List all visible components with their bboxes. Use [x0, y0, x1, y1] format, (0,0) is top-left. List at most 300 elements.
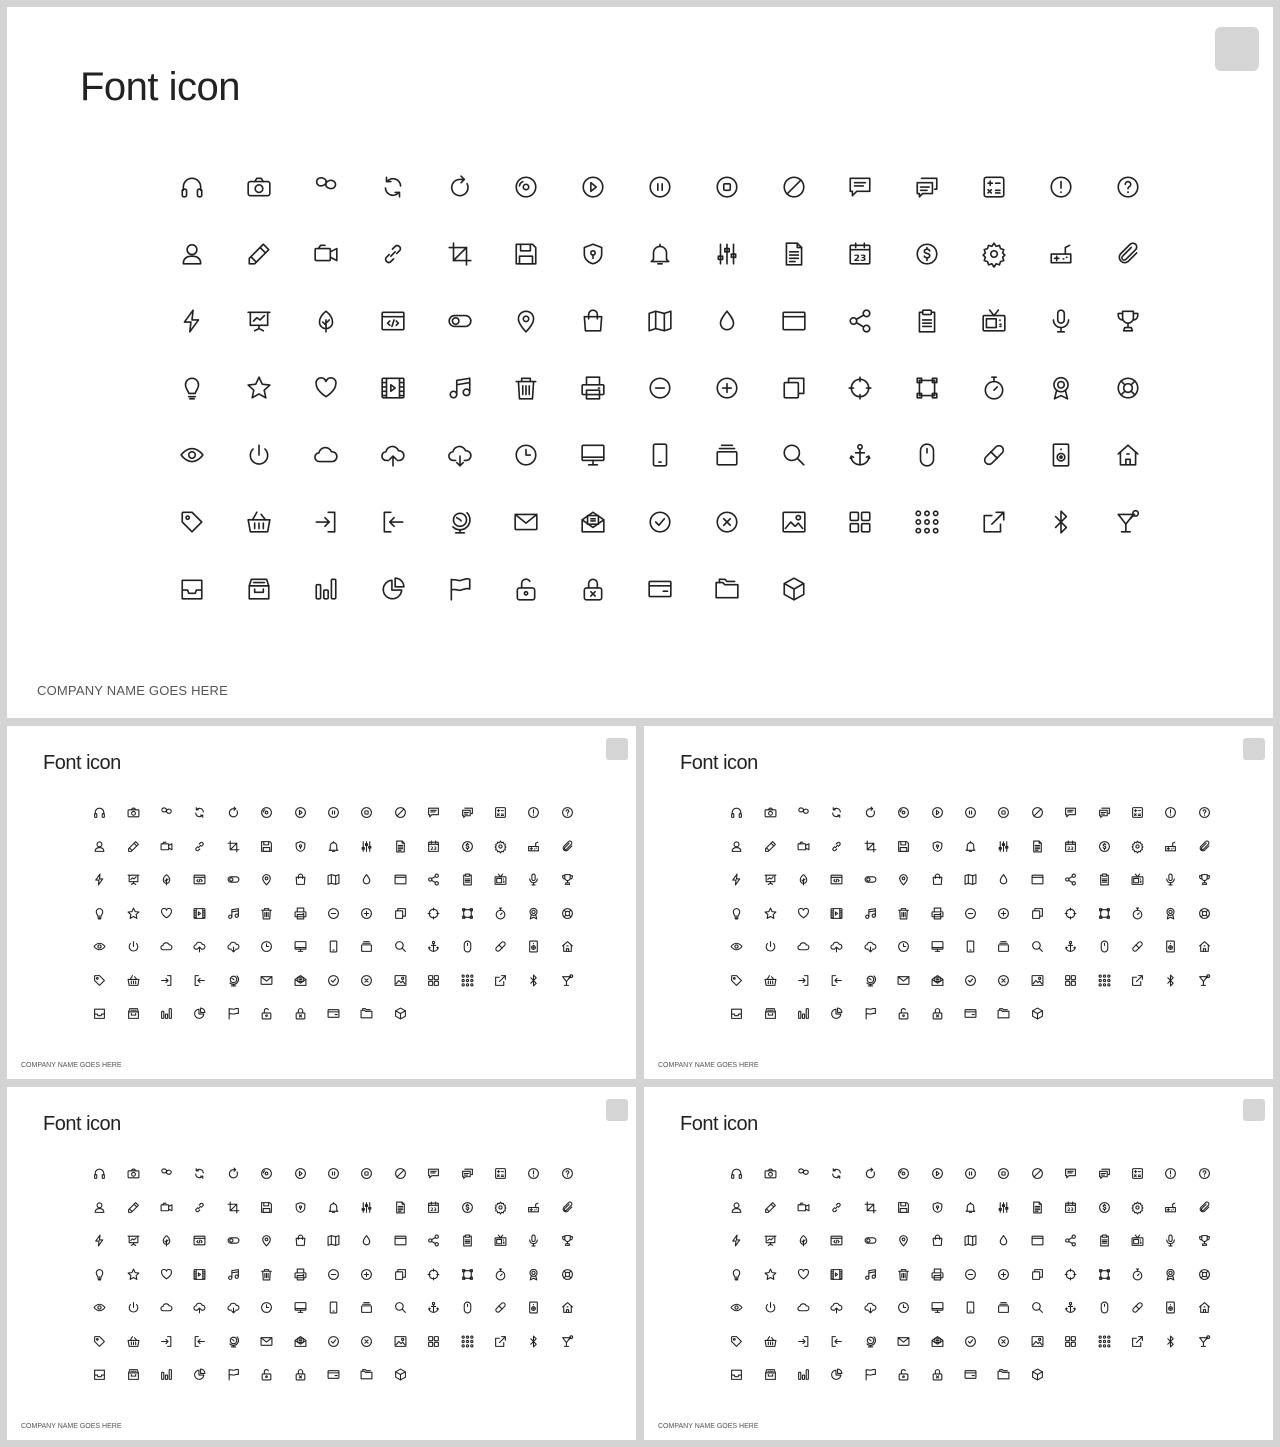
cube-icon — [781, 576, 807, 602]
block-icon — [1031, 1167, 1044, 1180]
anchor-icon — [427, 940, 440, 953]
login-icon — [797, 1335, 810, 1348]
user-icon — [93, 1201, 106, 1214]
share-icon — [1064, 1234, 1077, 1247]
archive-icon — [764, 1007, 777, 1020]
tv-icon — [1131, 1234, 1144, 1247]
user-icon — [93, 840, 106, 853]
svg-text:23: 23 — [853, 252, 867, 264]
power-icon — [246, 442, 272, 468]
heart-icon — [160, 907, 173, 920]
bar-chart-icon — [797, 1007, 810, 1020]
link-icon — [830, 840, 843, 853]
camera-icon — [127, 1167, 140, 1180]
film-icon — [380, 375, 406, 401]
play-circle-icon — [931, 806, 944, 819]
film-icon — [830, 907, 843, 920]
bell-icon — [327, 1201, 340, 1214]
thumbnail-slide-1[interactable] — [7, 726, 636, 1079]
video-camera-icon — [160, 1201, 173, 1214]
infinity-icon — [797, 806, 810, 819]
target-icon — [1064, 907, 1077, 920]
leaf-icon — [797, 1234, 810, 1247]
cloud-icon — [797, 1301, 810, 1314]
crop-icon — [864, 1201, 877, 1214]
globe-icon — [447, 509, 473, 535]
sliders-icon — [360, 840, 373, 853]
calculator-icon — [1131, 806, 1144, 819]
toggle-icon — [227, 1234, 240, 1247]
bell-icon — [327, 840, 340, 853]
browser-window-icon — [781, 308, 807, 334]
video-camera-icon — [797, 1201, 810, 1214]
user-icon — [730, 840, 743, 853]
monitor-icon — [580, 442, 606, 468]
heart-icon — [797, 907, 810, 920]
paperclip-icon — [1198, 840, 1211, 853]
share-icon — [427, 1234, 440, 1247]
copy-icon — [781, 375, 807, 401]
headphones-icon — [730, 1167, 743, 1180]
lifebuoy-icon — [1115, 375, 1141, 401]
folders-icon — [997, 1368, 1010, 1381]
flag-icon — [864, 1007, 877, 1020]
gear-icon — [494, 840, 507, 853]
tag-icon — [730, 1335, 743, 1348]
calendar-icon — [427, 1201, 440, 1214]
link-icon — [193, 1201, 206, 1214]
redo-icon — [447, 174, 473, 200]
external-link-icon — [494, 974, 507, 987]
heart-icon — [797, 1268, 810, 1281]
camera-icon — [246, 174, 272, 200]
envelope-icon — [897, 1335, 910, 1348]
paperclip-icon — [1115, 241, 1141, 267]
pause-circle-icon — [327, 1167, 340, 1180]
lifebuoy-icon — [561, 907, 574, 920]
mouse-icon — [1098, 1301, 1111, 1314]
pencil-icon — [246, 241, 272, 267]
headphones-icon — [179, 174, 205, 200]
shield-icon — [580, 241, 606, 267]
search-icon — [394, 1301, 407, 1314]
calendar-icon — [427, 840, 440, 853]
lock-x-icon — [931, 1007, 944, 1020]
check-circle-icon — [327, 1335, 340, 1348]
envelope-open-icon — [931, 974, 944, 987]
stopwatch-icon — [494, 1268, 507, 1281]
document-icon — [394, 1201, 407, 1214]
code-window-icon — [830, 1234, 843, 1247]
grid-3x3-icon — [1098, 974, 1111, 987]
thumbnail-slide-2[interactable] — [644, 726, 1273, 1079]
disc-icon — [260, 1167, 273, 1180]
basket-icon — [764, 974, 777, 987]
map-icon — [964, 1234, 977, 1247]
crop-icon — [227, 840, 240, 853]
refresh-icon — [193, 806, 206, 819]
grid-2x2-icon — [1064, 974, 1077, 987]
company-footer: COMPANY NAME GOES HERE — [658, 1423, 759, 1430]
picture-icon — [394, 1335, 407, 1348]
icon-grid — [159, 153, 1149, 613]
thumbnail-slide-4[interactable] — [644, 1087, 1273, 1440]
envelope-icon — [260, 974, 273, 987]
microphone-icon — [1164, 1234, 1177, 1247]
cloud-icon — [797, 940, 810, 953]
document-icon — [394, 840, 407, 853]
badge-icon — [527, 907, 540, 920]
vector-square-icon — [1098, 1268, 1111, 1281]
question-circle-icon — [1198, 1167, 1211, 1180]
comment-icon — [1064, 806, 1077, 819]
paperclip-icon — [561, 840, 574, 853]
tag-icon — [93, 1335, 106, 1348]
smartphone-icon — [327, 1301, 340, 1314]
shield-icon — [294, 1201, 307, 1214]
cloud-download-icon — [864, 940, 877, 953]
lightning-icon — [93, 1234, 106, 1247]
tv-icon — [494, 1234, 507, 1247]
printer-icon — [931, 1268, 944, 1281]
user-icon — [179, 241, 205, 267]
monitor-icon — [931, 940, 944, 953]
trophy-icon — [1198, 873, 1211, 886]
copy-icon — [1031, 1268, 1044, 1281]
trophy-icon — [561, 1234, 574, 1247]
login-icon — [160, 1335, 173, 1348]
flag-icon — [864, 1368, 877, 1381]
refresh-icon — [193, 1167, 206, 1180]
clock-icon — [513, 442, 539, 468]
save-icon — [513, 241, 539, 267]
basket-icon — [764, 1335, 777, 1348]
infinity-icon — [313, 174, 339, 200]
thumbnail-slide-3[interactable] — [7, 1087, 636, 1440]
comments-icon — [914, 174, 940, 200]
comment-icon — [427, 1167, 440, 1180]
x-circle-icon — [360, 974, 373, 987]
disc-icon — [260, 806, 273, 819]
login-icon — [797, 974, 810, 987]
cloud-icon — [160, 940, 173, 953]
redo-icon — [227, 806, 240, 819]
credit-card-icon — [327, 1368, 340, 1381]
clipboard-icon — [461, 1234, 474, 1247]
minus-circle-icon — [327, 1268, 340, 1281]
vector-square-icon — [461, 1268, 474, 1281]
cloud-upload-icon — [193, 1301, 206, 1314]
leaf-icon — [797, 873, 810, 886]
svg-text:23: 23 — [430, 846, 437, 852]
pencil-icon — [127, 1201, 140, 1214]
exclamation-circle-icon — [1164, 1167, 1177, 1180]
dollar-circle-icon — [914, 241, 940, 267]
block-icon — [394, 806, 407, 819]
cocktail-icon — [1198, 1335, 1211, 1348]
lock-open-icon — [260, 1368, 273, 1381]
lock-open-icon — [513, 576, 539, 602]
play-circle-icon — [294, 1167, 307, 1180]
comment-icon — [427, 806, 440, 819]
browser-window-icon — [1031, 1234, 1044, 1247]
gear-icon — [981, 241, 1007, 267]
pause-circle-icon — [964, 806, 977, 819]
lightning-icon — [179, 308, 205, 334]
plus-circle-icon — [714, 375, 740, 401]
clipboard-icon — [461, 873, 474, 886]
speaker-icon — [527, 1301, 540, 1314]
lightbulb-icon — [730, 907, 743, 920]
clock-icon — [260, 1301, 273, 1314]
stop-circle-icon — [360, 1167, 373, 1180]
video-camera-icon — [160, 840, 173, 853]
folders-icon — [997, 1007, 1010, 1020]
tag-icon — [179, 509, 205, 535]
credit-card-icon — [647, 576, 673, 602]
envelope-open-icon — [931, 1335, 944, 1348]
exclamation-circle-icon — [527, 806, 540, 819]
cloud-icon — [160, 1301, 173, 1314]
cocktail-icon — [1115, 509, 1141, 535]
lightbulb-icon — [93, 907, 106, 920]
archive-icon — [127, 1368, 140, 1381]
company-footer: COMPANY NAME GOES HERE — [37, 683, 229, 698]
toggle-icon — [864, 1234, 877, 1247]
lightning-icon — [730, 873, 743, 886]
infinity-icon — [797, 1167, 810, 1180]
save-icon — [260, 1201, 273, 1214]
clipboard-icon — [914, 308, 940, 334]
document-icon — [781, 241, 807, 267]
music-icon — [227, 907, 240, 920]
globe-icon — [864, 974, 877, 987]
company-footer: COMPANY NAME GOES HERE — [658, 1062, 759, 1069]
grid-2x2-icon — [1064, 1335, 1077, 1348]
badge-icon — [1048, 375, 1074, 401]
plus-circle-icon — [360, 907, 373, 920]
archive-icon — [127, 1007, 140, 1020]
exclamation-circle-icon — [527, 1167, 540, 1180]
comments-icon — [461, 1167, 474, 1180]
code-window-icon — [193, 1234, 206, 1247]
refresh-icon — [830, 1167, 843, 1180]
pie-chart-icon — [193, 1007, 206, 1020]
save-icon — [897, 840, 910, 853]
svg-text:23: 23 — [1067, 846, 1074, 852]
video-camera-icon — [797, 840, 810, 853]
pill-icon — [494, 940, 507, 953]
clipboard-icon — [1098, 873, 1111, 886]
slide-title: Font icon — [680, 1113, 758, 1135]
location-pin-icon — [513, 308, 539, 334]
star-icon — [127, 1268, 140, 1281]
infinity-icon — [160, 806, 173, 819]
presentation-icon — [246, 308, 272, 334]
search-icon — [1031, 940, 1044, 953]
water-drop-icon — [997, 1234, 1010, 1247]
slide-corner-thumbnail — [606, 1099, 628, 1121]
dollar-circle-icon — [461, 1201, 474, 1214]
map-icon — [327, 873, 340, 886]
search-icon — [394, 940, 407, 953]
eye-icon — [730, 940, 743, 953]
picture-icon — [781, 509, 807, 535]
code-window-icon — [830, 873, 843, 886]
vector-square-icon — [914, 375, 940, 401]
printer-icon — [931, 907, 944, 920]
stop-circle-icon — [360, 806, 373, 819]
music-icon — [864, 907, 877, 920]
map-icon — [964, 873, 977, 886]
gamepad-icon — [1048, 241, 1074, 267]
inbox-icon — [730, 1368, 743, 1381]
tv-icon — [494, 873, 507, 886]
sliders-icon — [714, 241, 740, 267]
inbox-icon — [730, 1007, 743, 1020]
comments-icon — [1098, 1167, 1111, 1180]
archive-icon — [246, 576, 272, 602]
check-circle-icon — [327, 974, 340, 987]
speaker-icon — [527, 940, 540, 953]
clipboard-icon — [1098, 1234, 1111, 1247]
minus-circle-icon — [647, 375, 673, 401]
bluetooth-icon — [527, 1335, 540, 1348]
cube-icon — [394, 1007, 407, 1020]
block-icon — [1031, 806, 1044, 819]
toggle-icon — [864, 873, 877, 886]
target-icon — [1064, 1268, 1077, 1281]
eye-icon — [730, 1301, 743, 1314]
exclamation-circle-icon — [1164, 806, 1177, 819]
monitor-icon — [931, 1301, 944, 1314]
check-circle-icon — [647, 509, 673, 535]
lock-open-icon — [260, 1007, 273, 1020]
lightbulb-icon — [93, 1268, 106, 1281]
cocktail-icon — [1198, 974, 1211, 987]
gear-icon — [494, 1201, 507, 1214]
stop-circle-icon — [997, 806, 1010, 819]
check-circle-icon — [964, 974, 977, 987]
check-circle-icon — [964, 1335, 977, 1348]
heart-icon — [160, 1268, 173, 1281]
refresh-icon — [830, 806, 843, 819]
icon-grid — [720, 1157, 1220, 1387]
link-icon — [830, 1201, 843, 1214]
cube-icon — [1031, 1368, 1044, 1381]
icon-grid — [720, 796, 1220, 1026]
mouse-icon — [461, 940, 474, 953]
camera-icon — [764, 1167, 777, 1180]
envelope-icon — [897, 974, 910, 987]
question-circle-icon — [561, 806, 574, 819]
trash-icon — [260, 1268, 273, 1281]
slide-corner-thumbnail — [606, 738, 628, 760]
copy-icon — [394, 1268, 407, 1281]
shopping-bag-icon — [294, 1234, 307, 1247]
headphones-icon — [93, 806, 106, 819]
home-icon — [561, 1301, 574, 1314]
company-footer: COMPANY NAME GOES HERE — [21, 1062, 122, 1069]
tag-icon — [730, 974, 743, 987]
bar-chart-icon — [160, 1007, 173, 1020]
presentation-icon — [764, 1234, 777, 1247]
bell-icon — [964, 840, 977, 853]
speaker-icon — [1048, 442, 1074, 468]
smartphone-icon — [327, 940, 340, 953]
lock-open-icon — [897, 1007, 910, 1020]
icon-grid — [83, 1157, 583, 1387]
location-pin-icon — [260, 1234, 273, 1247]
trash-icon — [513, 375, 539, 401]
sliders-icon — [360, 1201, 373, 1214]
target-icon — [427, 1268, 440, 1281]
cloud-download-icon — [227, 1301, 240, 1314]
exclamation-circle-icon — [1048, 174, 1074, 200]
stopwatch-icon — [494, 907, 507, 920]
presentation-icon — [764, 873, 777, 886]
logout-icon — [380, 509, 406, 535]
pill-icon — [981, 442, 1007, 468]
location-pin-icon — [897, 1234, 910, 1247]
lifebuoy-icon — [561, 1268, 574, 1281]
bluetooth-icon — [527, 974, 540, 987]
tag-icon — [93, 974, 106, 987]
power-icon — [764, 1301, 777, 1314]
lock-x-icon — [294, 1007, 307, 1020]
eye-icon — [93, 1301, 106, 1314]
film-icon — [193, 907, 206, 920]
external-link-icon — [1131, 974, 1144, 987]
calendar-icon — [1064, 840, 1077, 853]
eye-icon — [179, 442, 205, 468]
microphone-icon — [1164, 873, 1177, 886]
home-icon — [1115, 442, 1141, 468]
calendar-icon — [847, 241, 873, 267]
cloud-upload-icon — [830, 940, 843, 953]
leaf-icon — [160, 1234, 173, 1247]
search-icon — [781, 442, 807, 468]
code-window-icon — [193, 873, 206, 886]
slide-title: Font icon — [43, 1113, 121, 1135]
flag-icon — [227, 1007, 240, 1020]
disc-icon — [513, 174, 539, 200]
minus-circle-icon — [964, 907, 977, 920]
envelope-open-icon — [294, 1335, 307, 1348]
cube-icon — [394, 1368, 407, 1381]
copy-icon — [1031, 907, 1044, 920]
cloud-download-icon — [227, 940, 240, 953]
shopping-bag-icon — [294, 873, 307, 886]
lifebuoy-icon — [1198, 1268, 1211, 1281]
anchor-icon — [1064, 940, 1077, 953]
music-icon — [447, 375, 473, 401]
smartphone-icon — [647, 442, 673, 468]
microphone-icon — [527, 873, 540, 886]
clock-icon — [897, 940, 910, 953]
sliders-icon — [997, 1201, 1010, 1214]
save-icon — [897, 1201, 910, 1214]
presentation-icon — [127, 873, 140, 886]
stopwatch-icon — [981, 375, 1007, 401]
inbox-icon — [93, 1368, 106, 1381]
badge-icon — [527, 1268, 540, 1281]
cloud-download-icon — [447, 442, 473, 468]
location-pin-icon — [897, 873, 910, 886]
link-icon — [380, 241, 406, 267]
login-icon — [160, 974, 173, 987]
home-icon — [1198, 1301, 1211, 1314]
